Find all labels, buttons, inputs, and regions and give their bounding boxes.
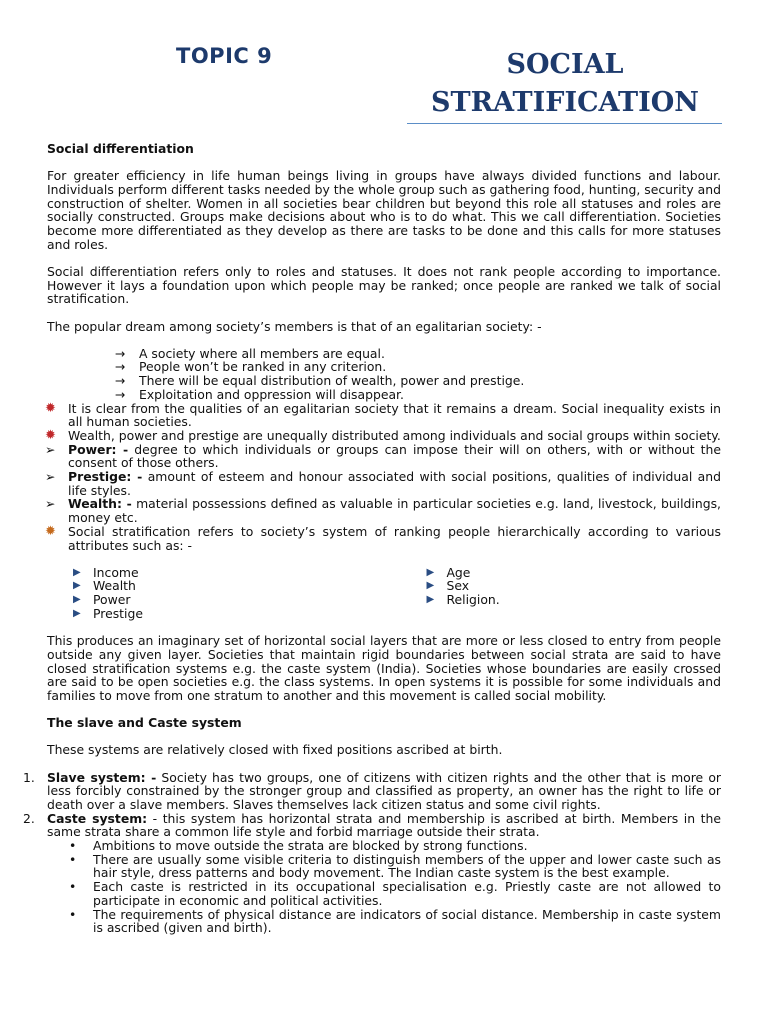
arrow-icon: →	[115, 359, 126, 375]
arrowhead-bullet-icon: ➢	[45, 469, 56, 485]
title-line-2: STRATIFICATION	[431, 87, 699, 118]
list-item: → Exploitation and oppression will disappear.	[115, 386, 404, 402]
paragraph: For greater efficiency in life human beings living in groups have always divided functions and labour. Individuals perform different tasks needed by the whole group such as gathering food, hunting, security and construction of shelter. Women in all societies bear children but beyond this role all statuses and roles are socially constructed. Groups make decisions about who is to do what. This we call differentiation. Societies become more differentiated as they develop as there are tasks to be done and this calls for more statuses and roles.	[47, 168, 721, 252]
dot-bullet-icon: •	[69, 851, 77, 867]
document-body	[23, 141, 721, 936]
list-item: ✹ Wealth, power and prestige are unequally distributed among individuals and social groups within society.	[45, 427, 721, 443]
title-line-1: SOCIAL	[506, 49, 624, 80]
list-item: → There will be equal distribution of wealth, power and prestige.	[115, 373, 525, 389]
list-item: ✹ Social stratification refers to society’s system of ranking people hierarchically according to various attributes such as: -	[45, 523, 721, 553]
paragraph: This produces an imaginary set of horizontal social layers that are more or less closed to entry from people outside any given layer. Societies that maintain rigid boundaries between social strata are said to have closed stratification systems e.g. the caste system (India). Societies whose boundaries are easily crossed are said to be open societies e.g. the class systems. In open systems it is possible for some individuals and families to move from one stratum to another and this movement is called social mobility.	[47, 633, 721, 703]
list-item: → People won’t be ranked in any criterion.	[115, 359, 387, 375]
list-item: ✹ It is clear from the qualities of an egalitarian society that it remains a dream. Social inequality exists in all human societies.	[45, 400, 721, 430]
triangle-bullet-icon: ▶	[73, 566, 81, 578]
arrow-icon: →	[115, 386, 126, 402]
attributes-left-column	[73, 566, 426, 621]
paragraph: These systems are relatively closed with fixed positions ascribed at birth.	[47, 742, 503, 758]
arrowhead-bullet-icon: ➢	[45, 441, 56, 457]
page-title	[410, 46, 720, 122]
paragraph: Social differentiation refers only to roles and statuses. It does not rank people according to importance. However it lays a foundation upon which people may be ranked; once people are ranked we talk of social stratification.	[47, 263, 721, 307]
list-item: ▶ Wealth	[73, 578, 136, 594]
triangle-bullet-icon: ▶	[73, 594, 81, 606]
definition-item: ➢ Power: - degree to which individuals or groups can impose their will on others, with or without the consent of those others.	[45, 441, 721, 471]
triangle-bullet-icon: ▶	[73, 607, 81, 619]
star-bullet-icon: ✹	[45, 427, 56, 443]
sun-bullet-icon: ✹	[45, 523, 56, 539]
list-item: • The requirements of physical distance are indicators of social distance. Membership in caste system is ascribed (given and birth).	[69, 906, 721, 936]
definition-item: ➢ Prestige: - amount of esteem and honour associated with social positions, qualities of individual and life styles.	[45, 469, 721, 498]
dot-bullet-icon: •	[69, 879, 77, 895]
arrow-icon: →	[115, 373, 126, 389]
list-item: ▶ Power	[73, 592, 131, 608]
topic-number: TOPIC 9	[176, 44, 273, 68]
list-item: • Each caste is restricted in its occupational specialisation e.g. Priestly caste are not allowed to participate in economic and political activities.	[69, 879, 721, 908]
list-item: • Ambitions to move outside the strata are blocked by strong functions.	[69, 838, 528, 854]
list-item: • There are usually some visible criteria to distinguish members of the upper and lower caste such as hair style, dress patterns and body movement. The Indian caste system is the best example.	[69, 851, 721, 881]
definition-item: ➢ Wealth: - material possessions defined as valuable in particular societies e.g. land, livestock, buildings, money etc.	[45, 496, 721, 526]
star-bullet-icon: ✹	[45, 400, 56, 416]
list-item: ▶ Prestige	[73, 605, 143, 621]
numbered-item: 1. Slave system: - Society has two groups, one of citizens with citizen rights and the other that is more or less forcibly constrained by the stronger group and classified as property, an owner has the right to life or death over a slave members. Slaves themselves lack citizen status and some civil rights.	[23, 769, 721, 812]
attributes-right-column	[426, 566, 721, 621]
dot-bullet-icon: •	[69, 838, 77, 854]
list-item: → A society where all members are equal.	[115, 345, 385, 361]
list-item: ▶ Income	[73, 564, 139, 580]
arrow-icon: →	[115, 345, 126, 361]
arrowhead-bullet-icon: ➢	[45, 496, 56, 512]
triangle-bullet-icon: ▶	[426, 566, 435, 578]
list-item: ▶ Sex	[426, 578, 470, 594]
dot-bullet-icon: •	[69, 906, 77, 922]
attributes-list	[47, 566, 721, 621]
triangle-bullet-icon: ▶	[426, 580, 435, 592]
triangle-bullet-icon: ▶	[426, 594, 435, 606]
section-heading-differentiation: Social differentiation	[47, 141, 194, 156]
numbered-item: 2. Caste system: - this system has horizontal strata and membership is ascribed at birth. Members in the same strata share a common life style and forbid marriage outside their strata.	[23, 810, 721, 840]
triangle-bullet-icon: ▶	[73, 580, 81, 592]
list-item: ▶ Religion.	[426, 592, 500, 608]
paragraph: The popular dream among society’s members is that of an egalitarian society: -	[47, 318, 542, 334]
list-item: ▶ Age	[426, 564, 471, 580]
section-heading-slave-caste: The slave and Caste system	[47, 715, 242, 731]
title-underline	[407, 123, 722, 124]
egalitarian-list	[47, 347, 721, 402]
